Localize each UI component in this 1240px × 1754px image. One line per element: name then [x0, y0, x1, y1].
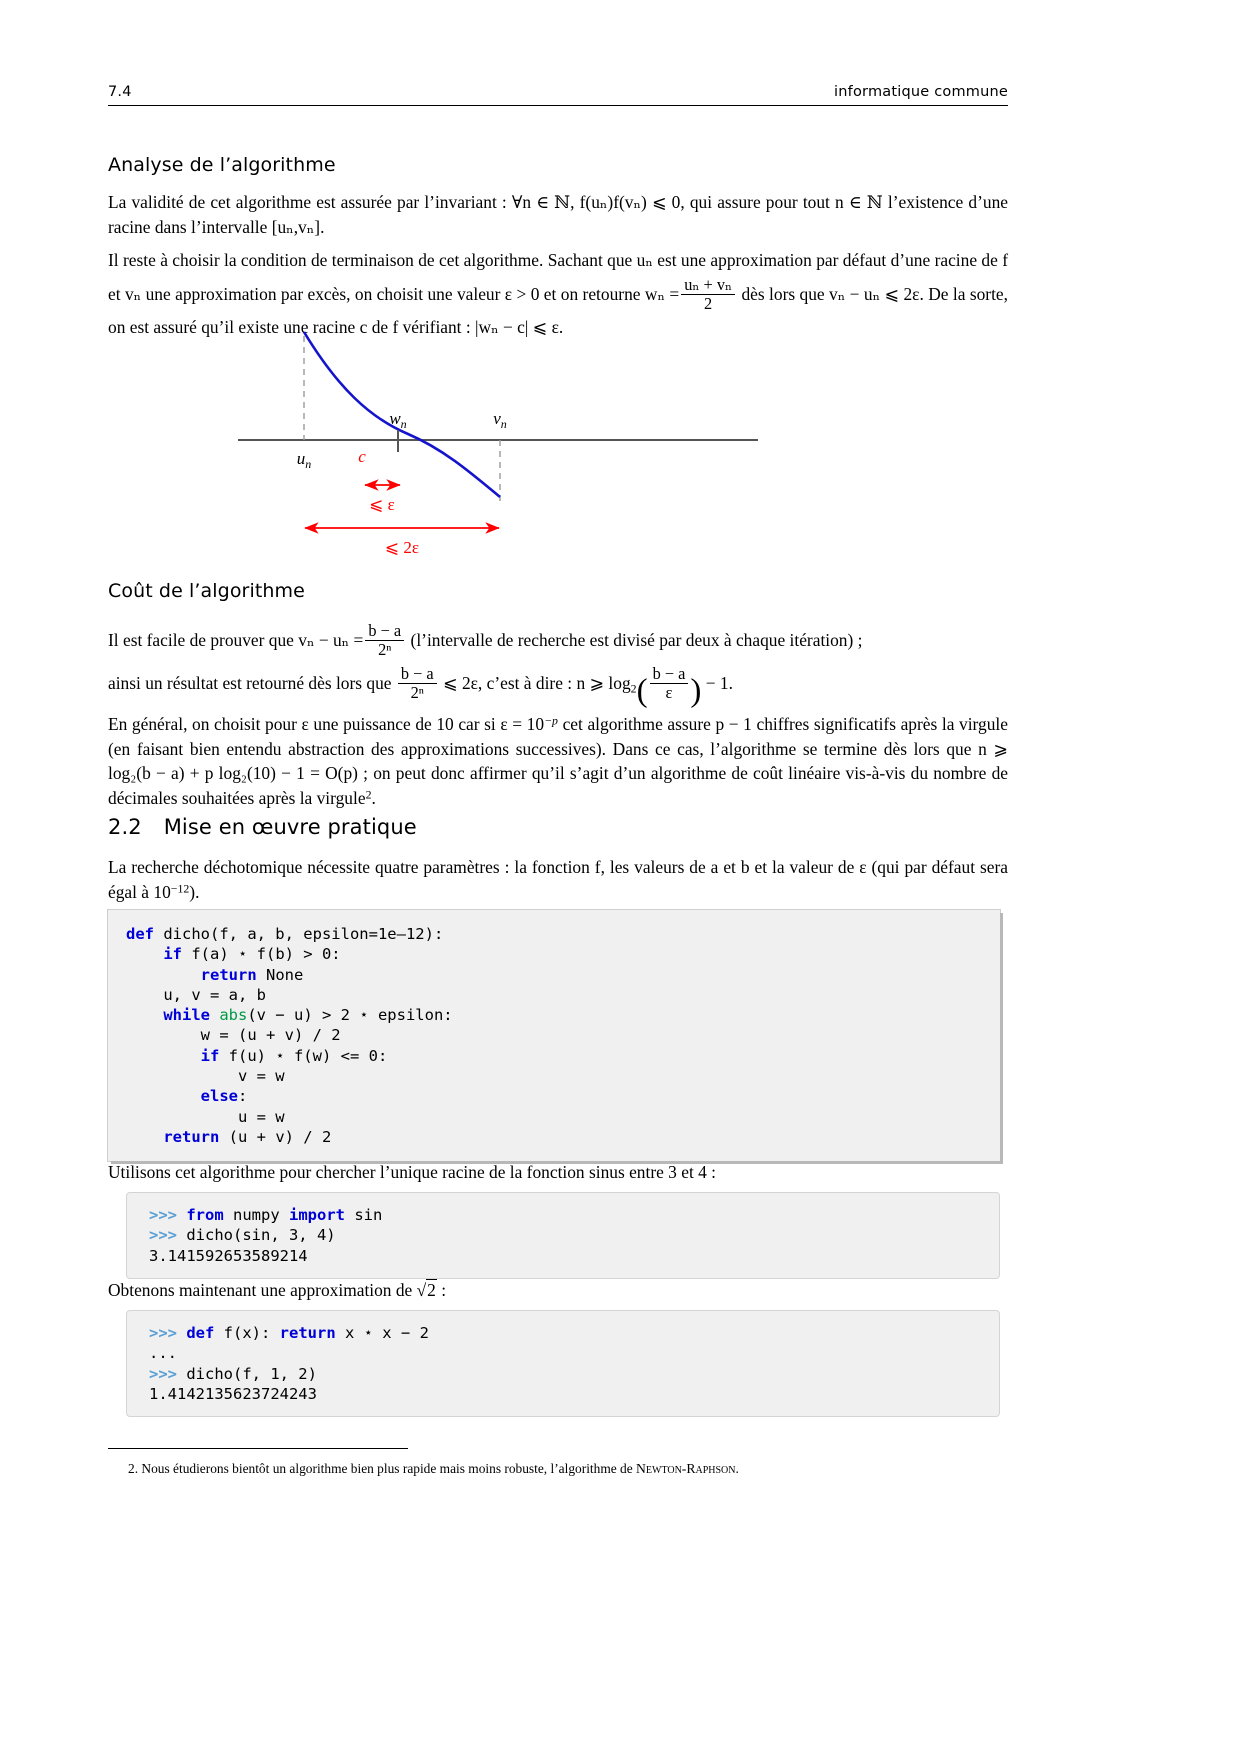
code-line [149, 1205, 999, 1225]
code-line [126, 1086, 1000, 1106]
code-token-pr: >>> [149, 1226, 187, 1245]
paragraph-parametres [108, 855, 1008, 904]
footnote-marker: 2 [365, 787, 372, 802]
p3-text-b: (l’intervalle de recherche est divisé par deux à chaque itération) ; [406, 630, 863, 651]
page-folio: 7.4 [108, 84, 132, 100]
label-c: c [358, 447, 366, 466]
code-token: (u + v) / 2 [228, 1127, 332, 1146]
code-token [126, 966, 201, 984]
p6-text-e: ). [189, 881, 200, 902]
code-line [126, 1107, 1000, 1127]
header-title: informatique commune [834, 84, 1008, 100]
code-line [126, 924, 1000, 944]
code-line [126, 1127, 1000, 1147]
footnote-author-name: Newton-Raphson [636, 1461, 736, 1476]
code-token: u = w [126, 1107, 285, 1126]
p2-vn: vₙ [124, 284, 142, 305]
p1-text-b: , qui assure pour tout [680, 192, 836, 212]
code-line [149, 1364, 999, 1384]
code-line [126, 985, 1000, 1005]
paren-open: ( [636, 673, 648, 710]
code-token: w = (u + v) / 2 [126, 1026, 341, 1045]
p2-un: uₙ [636, 250, 653, 270]
heading-section-2-2 [108, 815, 417, 839]
code-line [149, 1384, 999, 1404]
code-token: numpy [233, 1206, 289, 1224]
p3-lhs: vₙ − uₙ = [298, 630, 364, 651]
code-line [149, 1343, 999, 1363]
p6-text-b: , les valeurs de [600, 857, 711, 877]
code-token-kw: return [163, 1127, 229, 1146]
p2-text-d: une approximation par excès, on choisit une valeur ε > 0 et on retourne [141, 284, 645, 305]
p4-text-c: − 1. [701, 673, 733, 694]
fraction-ba-2n-2 [398, 665, 437, 701]
code-token [126, 1006, 163, 1024]
code-line [126, 1046, 1000, 1066]
label-wn: $w_n$ [389, 409, 407, 431]
function-curve [304, 332, 500, 497]
p2-text-g: de [367, 317, 393, 338]
p2-text-a: Il reste à choisir la condition de terminaison de cet algorithme. Sachant que [108, 250, 637, 270]
p2-text-f: . De la sorte, on est assuré qu’il existe une racine [108, 284, 1008, 338]
p5-text-c: chiffres significatifs après la virgule (en faisant bien entendu abstraction des approximations successives). Dans ce cas, l’algorithme se termine dès lors que [108, 714, 1008, 759]
label-un: $u_n$ [296, 449, 312, 471]
paragraph-cout-1 [108, 622, 1008, 658]
p5-text-e: . [371, 788, 376, 809]
code-token: v = w [126, 1067, 285, 1086]
paragraph-cout-3 [108, 712, 1008, 811]
code-token: u, v = a, b [126, 985, 266, 1004]
code-token-kw: while [163, 1006, 220, 1025]
p5-text-a: En général, on choisit pour ε une puissance de 10 car si ε = 10 [108, 714, 545, 734]
code-token-pr: >>> [149, 1364, 187, 1383]
p2-c-var: c [359, 317, 368, 338]
fraction-denominator: ε [650, 683, 689, 702]
fraction-denominator: 2 [681, 294, 735, 313]
p1-text-c: l’existence d’une racine dans l’intervalle [108, 192, 1008, 237]
code-line [126, 1066, 1000, 1086]
section-number: 2.2 [108, 815, 142, 839]
code-token [126, 1087, 201, 1105]
label-epsilon: ⩽ ε [369, 495, 395, 514]
code-token: : [237, 1087, 248, 1106]
code-token: 3.141592653589214 [149, 1246, 308, 1265]
fraction-ba-eps [650, 665, 689, 701]
code-token: f(u) ⋆ f(w) <= 0: [228, 1046, 388, 1065]
fraction-numerator: b − a [400, 664, 434, 683]
p6-a-var: a [710, 857, 719, 877]
code-token: sin [354, 1206, 383, 1224]
p5-text-b: cet algorithme assure [557, 714, 716, 734]
p6-exponent: −12 [170, 881, 190, 896]
code-block-repl-sin[interactable] [126, 1192, 1000, 1279]
code-token: dicho(f, 1, 2) [186, 1364, 317, 1383]
paragraph-utilisons: Utilisons cet algorithme pour chercher l’unique racine de la fonction sinus entre 3 et 4 : [108, 1162, 716, 1182]
p5-p-minus-1: p − 1 [715, 714, 752, 734]
code-line [126, 1005, 1000, 1025]
p1-text-a: La validité de cet algorithme est assurée par l’invariant : [108, 192, 512, 212]
code-block-dicho[interactable] [108, 910, 1000, 1161]
fraction-numerator: b − a [368, 621, 402, 640]
p2-text-e: dès lors que [737, 284, 830, 305]
code-token: None [265, 965, 304, 984]
code-token-kw: else [200, 1087, 238, 1106]
heading-analyse: Analyse de l’algorithme [108, 154, 336, 176]
p4-text-b: ⩽ 2ε, c’est à dire : [438, 673, 577, 694]
code-line [149, 1246, 999, 1266]
p2-f3: f [392, 317, 399, 338]
p5-formula: n ⩾ log₂(b − a) + p log₂(10) − 1 = O(p) [108, 738, 1009, 784]
paragraph-sqrt2 [108, 1278, 1008, 1303]
section-title: Mise en œuvre pratique [163, 815, 417, 839]
fraction-ba-2n-1 [365, 622, 404, 658]
p6-b-var: b [740, 857, 750, 877]
sqrt-radicand: 2 [427, 1280, 436, 1300]
code-line [149, 1323, 999, 1343]
code-token-pr: >>> [149, 1206, 187, 1224]
figure-svg [238, 330, 878, 560]
p2-cond: vₙ − uₙ ⩽ 2ε [829, 284, 920, 305]
code-block-repl-sqrt[interactable] [126, 1310, 1000, 1417]
p8-text-a: Obtenons maintenant une approximation de [108, 1280, 417, 1300]
sqrt-symbol: √2 [416, 1280, 436, 1300]
code-token: (v − u) > 2 ⋆ epsilon: [247, 1006, 453, 1025]
fraction-numerator: b − a [652, 664, 686, 683]
paren-close: ) [690, 673, 702, 710]
footnote-text-b: . [735, 1461, 739, 1476]
p2-text-b: est une approximation par défaut d’une racine de [652, 250, 1003, 270]
code-token-kw: import [289, 1206, 355, 1224]
document-page [108, 0, 1008, 1754]
code-token-kw: if [163, 945, 192, 964]
code-line [126, 944, 1000, 964]
p6-text-a: La recherche déchotomique nécessite quatre paramètres : la fonction [108, 857, 595, 877]
p6-text-d: et la valeur de ε (qui par défaut sera égal à 10 [108, 857, 1008, 902]
p2-text-i: . [558, 317, 564, 338]
footnote-rule [108, 1448, 408, 1449]
code-token-kw: def [126, 925, 164, 943]
code-token: x ⋆ x − 2 [344, 1324, 429, 1342]
p8-text-b: : [436, 1280, 447, 1300]
code-token [126, 1047, 201, 1065]
p2-text-h: vérifiant : [398, 317, 476, 338]
p1-math-2: n ∈ ℕ [835, 192, 883, 212]
p2-wn-eq: wₙ = [644, 284, 680, 305]
heading-cout: Coût de l’algorithme [108, 580, 305, 602]
code-token-kw: def [186, 1324, 224, 1342]
paragraph-invariant [108, 190, 1008, 239]
paragraph-terminaison [108, 245, 1008, 343]
label-two-epsilon: ⩽ 2ε [384, 538, 420, 557]
p1-math-3: [uₙ,vₙ] [271, 216, 321, 237]
fraction-denominator: 2ⁿ [398, 683, 437, 702]
code-line [126, 1025, 1000, 1045]
label-vn: $v_n$ [493, 409, 507, 431]
p4-log-base: 2 [630, 681, 637, 696]
code-token-bi: abs [219, 1006, 248, 1025]
p6-text-c: et [718, 857, 741, 877]
code-line [126, 965, 1000, 985]
footnote-2 [128, 1460, 1008, 1478]
code-token-kw: return [279, 1324, 345, 1342]
footnote-text-a: Nous étudierons bientôt un algorithme bien plus rapide mais moins robuste, l’algorithme de [141, 1461, 637, 1476]
code-token-kw: from [186, 1206, 233, 1224]
code-line [149, 1225, 999, 1245]
code-token: 1.4142135623724243 [149, 1384, 317, 1403]
p3-text-a: Il est facile de prouver que [108, 630, 299, 651]
figure-dichotomy [108, 330, 1008, 560]
fraction-numerator: uₙ + vₙ [684, 274, 733, 294]
code-token: f(x): [223, 1324, 280, 1342]
p5-text-d: ; on peut donc affirmer qu’il s’agit d’un algorithme de coût linéaire vis-à-vis du nombre de décimales souhaitées après la virgule [108, 763, 1008, 809]
code-token: dicho(sin, 3, 4) [186, 1226, 336, 1245]
code-token: f(a) ⋆ f(b) > 0: [191, 945, 341, 964]
running-header [108, 84, 1008, 106]
p6-f: f [594, 857, 601, 877]
p2-f: f [1002, 250, 1008, 270]
footnote-number: 2. [128, 1461, 139, 1476]
fraction-denominator: 2ⁿ [365, 640, 404, 659]
code-token: dicho(f, a, b, epsilon=1e–12): [163, 925, 444, 943]
fraction-wn [681, 276, 735, 312]
p4-n-log: n ⩾ log [576, 673, 631, 694]
code-token-pr: >>> [149, 1324, 187, 1342]
p5-exponent: −p [544, 713, 558, 728]
code-token [126, 1128, 163, 1146]
code-token-kw: if [200, 1046, 229, 1065]
paragraph-cout-2 [108, 664, 1008, 710]
code-token-kw: return [200, 965, 266, 984]
p2-final: |wₙ − c| ⩽ ε [475, 317, 559, 338]
code-token [126, 945, 163, 963]
p1-math-1: ∀n ∈ ℕ, f(uₙ)f(vₙ) ⩽ 0 [511, 192, 681, 212]
p4-text-a: ainsi un résultat est retourné dès lors que [108, 673, 396, 694]
p2-text-c: et [108, 284, 125, 305]
p1-text-d: . [320, 216, 325, 237]
code-token: ... [149, 1344, 177, 1363]
